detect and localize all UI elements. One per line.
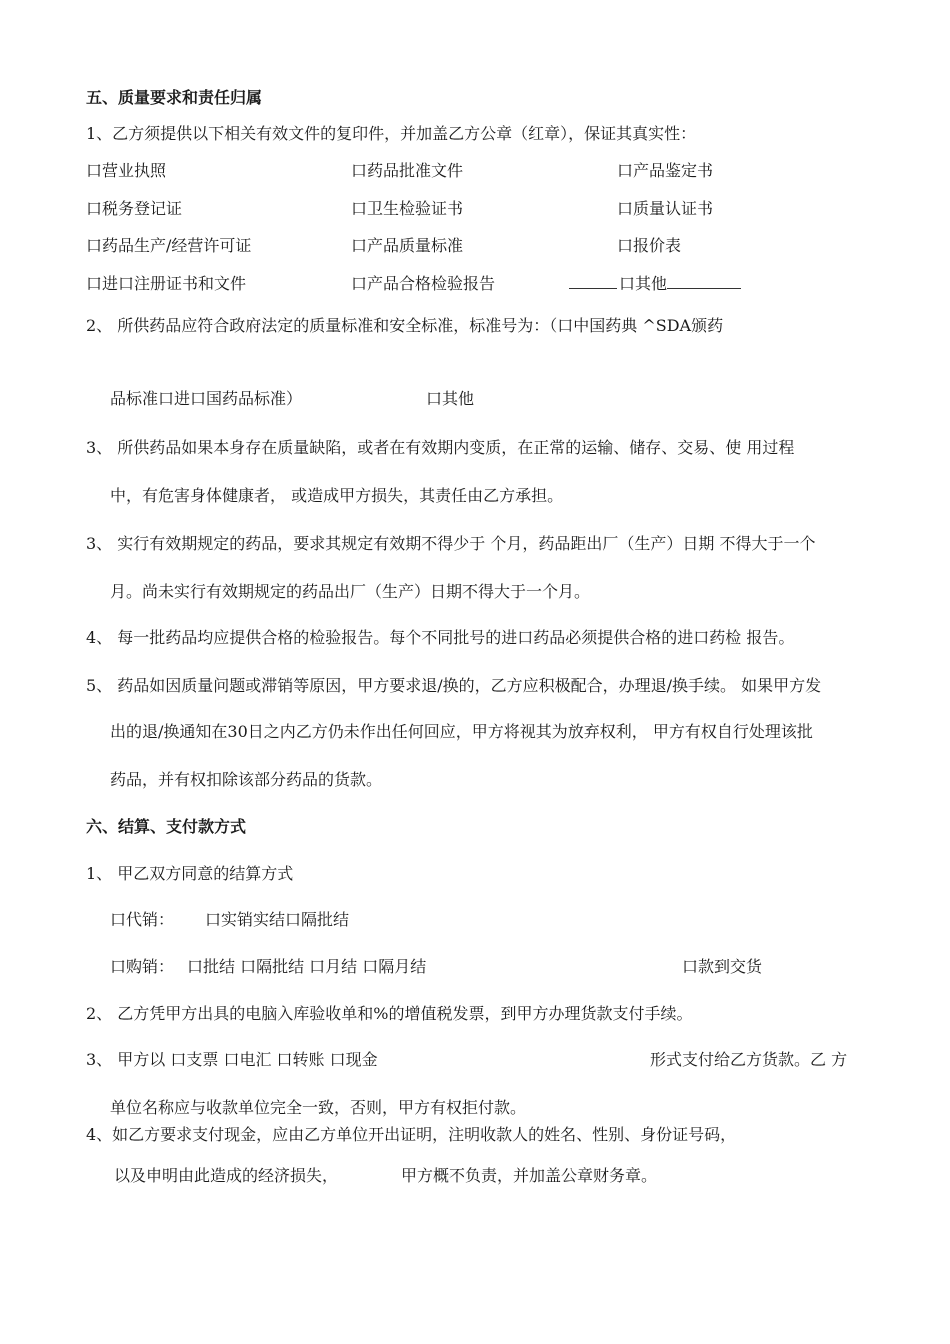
section6-item4-line2a: 以及申明由此造成的经济损失， <box>114 1166 339 1185</box>
purchase-options: 口批结 口隔批结 口月结 口隔月结 <box>187 957 427 976</box>
doc-item: 口产品鉴定书 <box>617 161 714 180</box>
section5-item3b-line1: 3、 实行有效期规定的药品，要求其规定有效期不得少于 个月，药品距出厂（生产）日期 不得大于一个 <box>86 534 816 553</box>
section5-item3a-line1: 3、 所供药品如果本身存在质量缺陷，或者在有效期内变质，在正常的运输、储存、交易、使 用过程 <box>86 438 795 457</box>
section6-item4-line1: 4、如乙方要求支付现金，应由乙方单位开出证明，注明收款人的姓名、性别、身份证号码， <box>86 1125 737 1144</box>
section6-item1: 1、 甲乙双方同意的结算方式 <box>86 864 294 883</box>
doc-item: 口药品生产/经营许可证 <box>86 236 252 255</box>
consign-label: 口代销： <box>110 910 175 929</box>
purchase-label: 口购销： <box>110 957 175 976</box>
doc-item: 口产品合格检验报告 <box>351 274 496 293</box>
doc-item: 口质量认证书 <box>617 199 714 218</box>
doc-item: 口产品质量标准 <box>351 236 464 255</box>
section6-item4-line2b: 甲方概不负责，并加盖公章财务章。 <box>401 1166 658 1185</box>
purchase-extra: 口款到交货 <box>682 957 763 976</box>
section5-title: 五、质量要求和责任归属 <box>86 88 263 107</box>
section6-item3-line2: 单位名称应与收款单位完全一致，否则，甲方有权拒付款。 <box>110 1098 527 1117</box>
section5-item2-other: 口其他 <box>426 389 475 408</box>
section5-item3a-line2: 中，有危害身体健康者， 或造成甲方损失，其责任由乙方承担。 <box>110 486 564 505</box>
section6-title: 六、结算、支付款方式 <box>86 817 247 836</box>
doc-item: 口药品批准文件 <box>351 161 464 180</box>
section5-item4: 4、 每一批药品均应提供合格的检验报告。每个不同批号的进口药品必须提供合格的进口药检 报告。 <box>86 628 795 647</box>
section5-item5-line2: 出的退/换通知在30日之内乙方仍未作出任何回应，甲方将视其为放弃权利， 甲方有权自行处理该批 <box>110 722 813 741</box>
section6-item3-line1: 3、 甲方以 口支票 口电汇 口转账 口现金 <box>86 1050 378 1069</box>
doc-item: 口进口注册证书和文件 <box>86 274 247 293</box>
doc-item-other: 口其他 <box>569 274 741 294</box>
section5-item1: 1、乙方须提供以下相关有效文件的复印件，并加盖乙方公章（红章），保证其真实性： <box>86 124 697 143</box>
doc-item: 口营业执照 <box>86 161 167 180</box>
doc-item: 口卫生检验证书 <box>351 199 464 218</box>
section5-item2-line1: 2、 所供药品应符合政府法定的质量标准和安全标准，标准号为：（口中国药典 ^SDA颁药 <box>86 316 724 335</box>
section5-item2-line2: 品标准口进口国药品标准） <box>110 389 303 408</box>
blank-line <box>667 274 741 289</box>
blank-line <box>569 274 617 289</box>
section6-item2: 2、 乙方凭甲方出具的电脑入库验收单和%的增值税发票，到甲方办理货款支付手续。 <box>86 1004 693 1023</box>
section5-item5-line1: 5、 药品如因质量问题或滞销等原因，甲方要求退/换的，乙方应积极配合，办理退/换手续。 如果甲方发 <box>86 676 822 695</box>
doc-item: 口报价表 <box>617 236 682 255</box>
section5-item3b-line2: 月。尚未实行有效期规定的药品出厂（生产）日期不得大于一个月。 <box>110 582 591 601</box>
consign-options: 口实销实结口隔批结 <box>205 910 350 929</box>
section6-item3-right: 形式支付给乙方货款。乙 方 <box>650 1050 848 1069</box>
doc-item: 口税务登记证 <box>86 199 183 218</box>
section5-item5-line3: 药品，并有权扣除该部分药品的货款。 <box>110 770 383 789</box>
